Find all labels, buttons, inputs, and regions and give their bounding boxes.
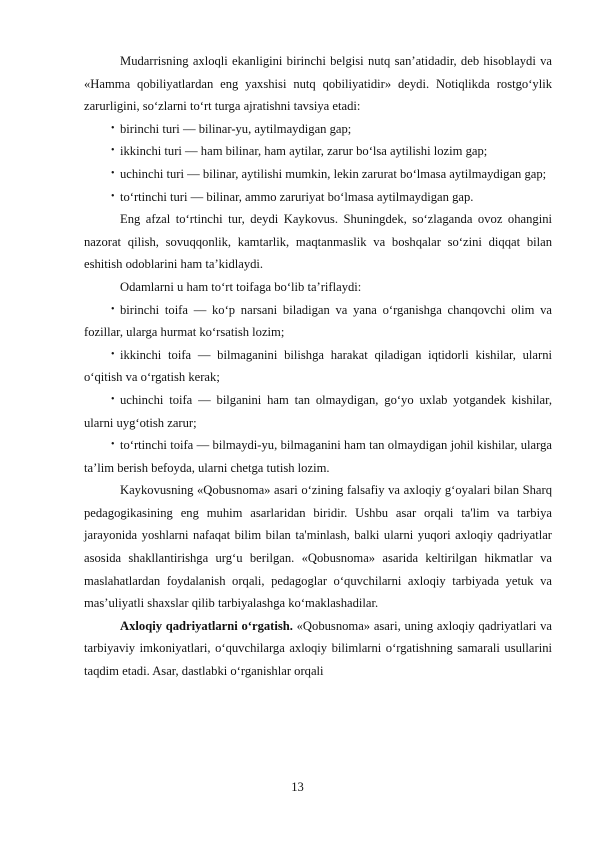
list-item [84,434,552,479]
document-page [84,50,552,683]
page-number: 13 [291,780,304,794]
paragraph-people-types: Odamlarni u ham to‘rt toifaga bo‘lib ta’riflaydi: [120,279,362,294]
list-item-text: ikkinchi toifa — bilmaganini bilishga harakat qiladigan iqtidorli kishilar, ularni o‘qitish va o‘rgatish kerak; [84,347,552,385]
word-types-list [84,118,552,208]
list-item-text: ikkinchi turi — ham bilinar, ham aytilar, zarur bo‘lsa aytilishi lozim gap; [120,144,488,159]
paragraph-intro: Mudarrisning axloqli ekanligini birinchi belgisi nutq san’atidadir, deb hisoblaydi va «Hamma qobiliyatlardan eng yaxshisi nutq qobiliyatidir» deydi. Notiqlikda rostgo‘ylik zarurligini, so‘zlarni to‘rt turga ajratishni tavsiya etadi: [84,54,552,114]
section-heading-inline: Axloqiy qadriyatlarni o‘rgatish. [120,618,293,633]
bullet-icon: • [111,303,115,315]
list-item [84,140,552,163]
list-item [84,299,552,344]
list-item [84,186,552,209]
bullet-icon: • [111,167,115,179]
bullet-icon: • [111,393,115,405]
list-item-text: to‘rtinchi turi — bilinar, ammo zaruriyat bo‘lmasa aytilmaydigan gap. [120,189,474,204]
paragraph-qobusnoma: Kaykovusning «Qobusnoma» asari o‘zining falsafiy va axloqiy g‘oyalari bilan Sharq pedagogikasining eng muhim asarlaridan biridir. Ushbu asar orqali ta'lim va tarbiya jarayonida yoshlarni nafaqat bilim bilan ta'minlash, balki ularni yuqori axloqiy qadriyatlar asosida shakllantirishga urg‘u berilgan. «Qobusnoma» asarida keltirilgan hikmatlar va maslahatlardan foydalanish orqali, pedagoglar o‘quvchilarni axloqiy tarbiyada yetuk va mas’uliyatli shaxslar qilib tarbiyalashga ko‘maklashadilar. [84,483,552,611]
list-item [84,389,552,434]
people-types-list [84,299,552,480]
paragraph-moral-values [84,615,552,683]
bullet-icon: • [111,348,115,360]
list-item-text: uchinchi turi — bilinar, aytilishi mumkin, lekin zarurat bo‘lmasa aytilmaydigan gap; [120,166,547,181]
paragraph-text: «Qobusnoma» asari, uning axloqiy qadriyatlari va tarbiyaviy imkoniyatlari, o‘quvchilarga axloqiy bilimlarni o‘rgatishning samarali usullarini taqdim etadi. Asar, dastlabki o‘rganishlar orqali [84,618,552,679]
bullet-icon: • [111,145,115,157]
list-item [84,344,552,389]
list-item-text: birinchi turi — bilinar-yu, aytilmaydigan gap; [120,121,352,136]
list-item [84,118,552,141]
bullet-icon: • [111,190,115,202]
bullet-icon: • [111,122,115,134]
bullet-icon: • [111,439,115,451]
list-item-text: to‘rtinchi toifa — bilmaydi-yu, bilmaganini ham tan olmaydigan johil kishilar, ularga ta’lim berish befoyda, ularni chetga tutish lozim. [84,438,552,475]
list-item-text: uchinchi toifa — bilganini ham tan olmaydigan, go‘yo uxlab yotgandek kishilar, ularni uyg‘otish zarur; [84,392,552,430]
list-item [84,163,552,186]
list-item-text: birinchi toifa — ko‘p narsani biladigan va yana o‘rganishga chanqovchi olim va fozillar, ularga hurmat ko‘rsatish lozim; [84,302,552,340]
paragraph-best-type: Eng afzal to‘rtinchi tur, deydi Kaykovus. Shuningdek, so‘zlaganda ovoz ohangini nazorat qilish, sovuqqonlik, kamtarlik, maqtanmaslik va boshqalar so‘zini diqqat bilan eshitish odoblarini ham ta’kidlaydi. [84,212,552,272]
